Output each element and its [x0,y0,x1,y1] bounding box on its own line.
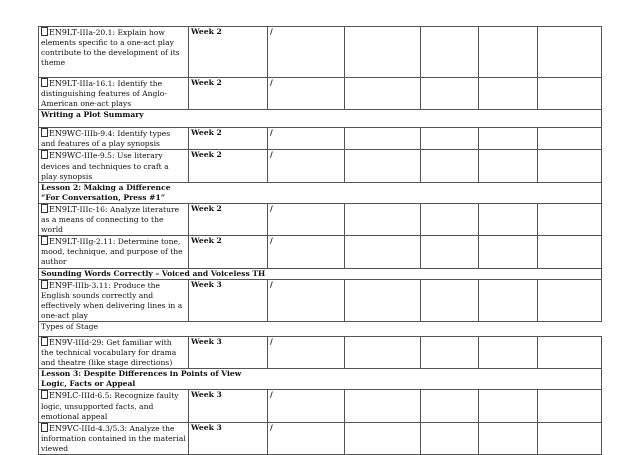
check-mark-cell: / [268,78,345,110]
checkbox-glyph-icon [41,78,48,87]
topic-heading: Types of Stage [39,321,602,336]
empty-cell [538,236,602,268]
check-mark-cell: / [268,150,345,182]
empty-cell [345,150,421,182]
competency-cell [39,422,189,454]
empty-cell [479,150,538,182]
empty-cell [538,390,602,422]
lesson-heading [39,369,602,390]
table-row [39,150,602,182]
empty-cell [345,422,421,454]
empty-cell [345,203,421,235]
checkbox-glyph-icon [41,280,48,289]
table-row [39,390,602,422]
checkbox-glyph-icon [41,423,48,432]
empty-cell [479,390,538,422]
competency-code: EN9WC [49,151,82,161]
empty-cell [345,279,421,321]
week-cell: Week 2 [189,27,268,78]
competency-table [38,26,602,455]
empty-cell [479,236,538,268]
empty-cell [538,150,602,182]
competency-code: EN9LT [49,237,77,247]
empty-cell [538,279,602,321]
empty-cell [479,336,538,368]
empty-cell [421,150,479,182]
table-row [39,336,602,368]
checkbox-glyph-icon [41,150,48,159]
competency-code: EN9LC [49,391,79,401]
empty-cell [345,336,421,368]
check-mark-cell: / [268,236,345,268]
competency-text: -IIIa-16.1: Identify the distinguishing features of Anglo-American one-act plays [41,79,167,109]
table-row [39,236,602,268]
checkbox-glyph-icon [41,204,48,213]
empty-cell [538,203,602,235]
checkbox-glyph-icon [41,337,48,346]
check-mark-cell: / [268,279,345,321]
week-cell: Week 2 [189,128,268,150]
competency-code: EN9V [49,337,73,347]
competency-code: EN9F [49,280,73,290]
check-mark-cell: / [268,336,345,368]
empty-cell [345,78,421,110]
check-mark-cell: / [268,27,345,78]
empty-cell [345,128,421,150]
table-row [39,78,602,110]
week-cell: Week 2 [189,203,268,235]
table-row [39,182,602,203]
competency-cell [39,78,189,110]
week-cell: Week 3 [189,336,268,368]
empty-cell [421,27,479,78]
empty-cell [479,78,538,110]
competency-cell [39,279,189,321]
empty-cell [479,422,538,454]
check-mark-cell: / [268,422,345,454]
empty-cell [421,236,479,268]
empty-cell [538,78,602,110]
competency-text: -IIIb-3.11: Produce the English sounds correctly and effectively when delivering lines in a one-act play [41,280,183,320]
competency-cell [39,128,189,150]
table-row [39,321,602,336]
competency-text: -IIId-6.5: Recognize faulty logic, unsupported facts, and emotional appeal [41,391,179,421]
week-cell: Week 2 [189,236,268,268]
table-row [39,110,602,128]
lesson-heading [39,182,602,203]
competency-code: EN9VC [49,423,79,433]
competency-cell [39,236,189,268]
table-row [39,128,602,150]
checkbox-glyph-icon [41,236,48,245]
competency-code: EN9LT [49,28,77,37]
empty-cell [421,128,479,150]
competency-text: -IIIe-9.5: Use literary devices and techniques to craft a play synopsis [41,151,169,181]
lesson-subtitle: Logic, Facts or Appeal [41,379,136,389]
competency-cell [39,203,189,235]
week-cell: Week 2 [189,150,268,182]
competency-cell [39,150,189,182]
competency-code: EN9LT [49,204,77,214]
checkbox-glyph-icon [41,390,48,399]
table-row [39,268,602,279]
week-cell: Week 2 [189,78,268,110]
empty-cell [345,390,421,422]
table-row [39,369,602,390]
empty-cell [479,128,538,150]
competency-code: EN9WC [49,129,82,139]
check-mark-cell: / [268,128,345,150]
empty-cell [421,390,479,422]
week-cell: Week 3 [189,390,268,422]
empty-cell [421,203,479,235]
empty-cell [479,279,538,321]
week-cell: Week 3 [189,279,268,321]
empty-cell [538,27,602,78]
competency-table-body [39,27,602,455]
lesson-title: Lesson 3: Despite Differences in Points of View [41,369,242,379]
empty-cell [345,27,421,78]
empty-cell [538,336,602,368]
checkbox-glyph-icon [41,128,48,137]
table-row [39,203,602,235]
competency-text: -IIId-29: Get familiar with the technical vocabulary for drama and theatre (like stage directions) [41,337,177,368]
competency-cell [39,27,189,78]
lesson-subtitle: “For Conversation, Press #1” [41,192,166,202]
empty-cell [345,236,421,268]
empty-cell [421,279,479,321]
empty-cell [538,128,602,150]
empty-cell [421,336,479,368]
section-heading: Sounding Words Correctly – Voiced and Voiceless TH [39,268,602,279]
empty-cell [479,203,538,235]
empty-cell [479,27,538,78]
competency-text: -IIIa-20.1: Explain how elements specific to a one-act play contribute to the development of its theme [41,28,180,68]
week-cell: Week 3 [189,422,268,454]
section-heading: Writing a Plot Summary [39,110,602,128]
empty-cell [421,422,479,454]
check-mark-cell: / [268,390,345,422]
competency-text: -IIId-4.3/5.3: Analyze the information contained in the material viewed [41,423,186,453]
table-row [39,422,602,454]
competency-text: -IIIg-2.11: Determine tone, mood, technique, and purpose of the author [41,237,183,267]
lesson-title: Lesson 2: Making a Difference [41,182,171,192]
checkbox-glyph-icon [41,27,48,36]
empty-cell [421,78,479,110]
competency-cell [39,390,189,422]
empty-cell [538,422,602,454]
competency-code: EN9LT [49,79,77,88]
competency-text: -IIIc-16: Analyze literature as a means of connecting to the world [41,204,180,235]
check-mark-cell: / [268,203,345,235]
competency-cell [39,336,189,368]
competency-text: -IIIb-9.4: Identify types and features of a play synopsis [41,129,171,149]
table-row [39,279,602,321]
table-row [39,27,602,78]
